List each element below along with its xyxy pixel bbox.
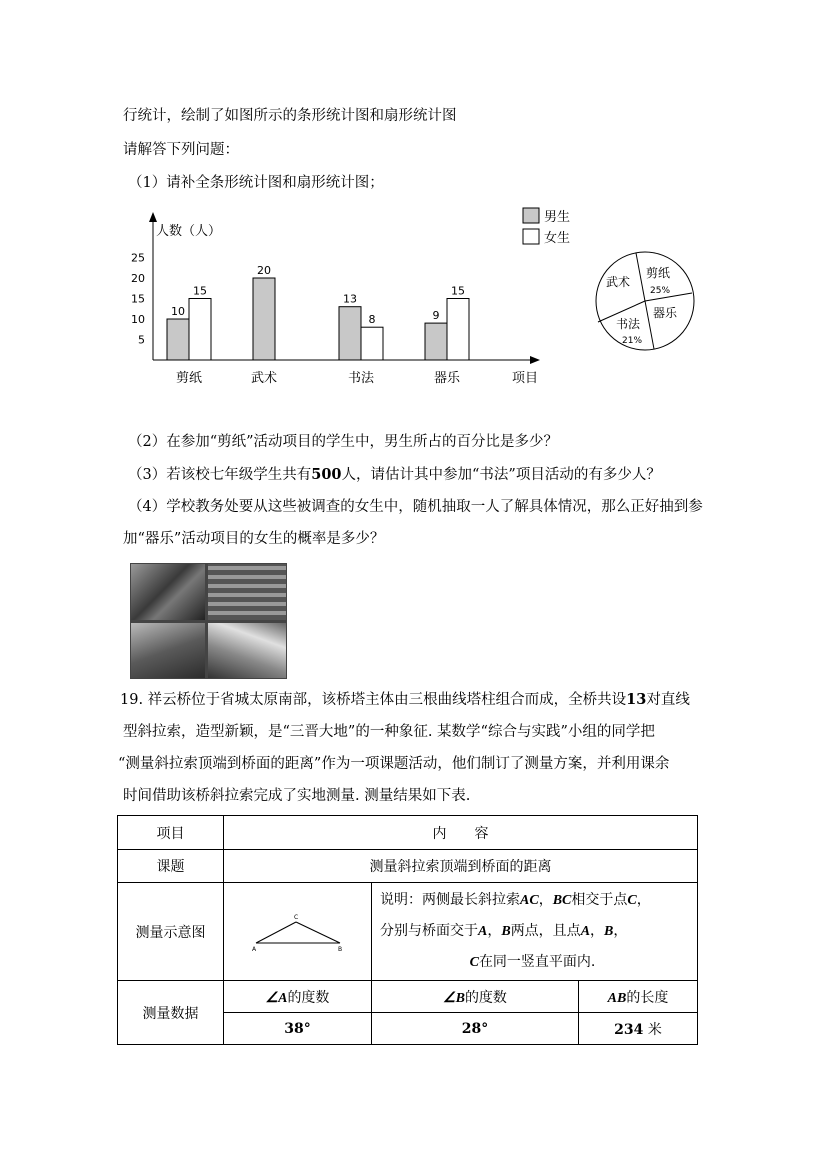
topic-label: 课题 [118,850,224,883]
legend-male-label: 男生 [544,210,571,225]
point-b-label: B [337,945,342,953]
desc-line-3: C在同一竖直平面内. [469,954,596,970]
legend-female-label: 女生 [544,231,571,246]
photo-panel-1 [131,564,205,620]
pie-pct-shufa: 21% [622,336,643,346]
data-label: 测量数据 [118,981,224,1045]
pie-label-jianzhi: 剪纸 [646,266,671,280]
col-length-ab: AB的长度 [579,981,698,1013]
photo-collage [130,563,287,679]
value-length-ab: 234 米 [579,1013,698,1045]
pie-label-wushu: 武术 [606,275,631,289]
bar-male-0 [167,319,189,360]
triangle-diagram [238,900,358,960]
y-tick-label: 25 [131,251,145,265]
question-4-line-2: 加“器乐”活动项目的女生的概率是多少？ [123,531,385,547]
q19-line-2: 型斜拉索，造型新颖，是“三晋大地”的一种象征. 某数学“综合与实践”小组的同学把 [123,724,655,740]
table-row [118,816,698,850]
bar-female-3 [447,299,469,361]
legend-female-swatch [523,229,539,244]
y-axis-arrow [149,212,157,222]
table-row [118,850,698,883]
value-angle-b: 28° [372,1013,579,1045]
point-a-label: A [251,945,256,953]
y-tick-label: 10 [131,313,145,326]
side-bc [296,922,340,943]
q19-line-3: “测量斜拉索顶端到桥面的距离”作为一项课题活动，他们制订了测量方案，并利用课余 [118,756,670,772]
bar-male-3 [425,323,447,360]
y-axis-label: 人数（人） [156,224,222,239]
pie-label-shufa: 书法 [616,317,641,331]
q3-number: 500 [311,466,342,483]
topic-value: 测量斜拉索顶端到桥面的距离 [224,850,698,883]
q19-number: 13 [626,691,647,708]
y-tick-label: 5 [138,333,145,347]
x-axis-label: 项目 [512,371,539,386]
bar-male-1 [253,278,275,360]
col-angle-a: ∠A的度数 [224,981,372,1013]
bar-label-male-3: 9 [432,309,440,323]
photo-panel-2 [208,564,286,620]
photo-panel-4 [208,623,286,678]
bar-chart [120,200,571,395]
bar-label-male-1: 20 [257,264,271,277]
q19-line-1: 19. 祥云桥位于省城太原南部，该桥塔主体由三根曲线塔柱组合而成，全桥共设13对直线 [120,691,690,708]
legend-male-swatch [523,208,539,223]
pie-label-qiyue: 器乐 [653,306,678,320]
header-item: 项目 [118,816,224,850]
x-category-label: 书法 [347,371,375,386]
x-category-label: 器乐 [433,371,461,386]
photo-panel-3 [131,623,205,678]
x-category-label: 剪纸 [175,371,203,386]
bar-label-female-2: 8 [368,313,376,327]
header-content: 内 容 [224,816,698,850]
col-angle-b: ∠B的度数 [372,981,579,1013]
table-row [118,883,698,981]
bar-label-female-0: 15 [193,284,207,298]
bar-label-male-2: 13 [343,292,357,306]
desc-line-1: 说明：两侧最长斜拉索AC，BC相交于点C， [380,892,651,908]
point-c-label: C [293,913,298,921]
q19-line-4: 时间借助该桥斜拉索完成了实地测量. 测量结果如下表. [123,788,471,804]
question-2: （2）在参加“剪纸”活动项目的学生中，男生所占的百分比是多少？ [128,434,559,450]
x-axis-arrow [530,356,540,364]
x-category-label: 武术 [250,371,278,386]
y-tick-label: 15 [131,292,145,306]
intro-line-2: 请解答下列问题： [123,142,239,158]
diagram-cell [224,883,372,981]
desc-line-2: 分别与桥面交于A，B两点，且点A，B， [380,923,628,939]
bar-male-2 [339,307,361,360]
question-3: （3）若该校七年级学生共有500人，请估计其中参加“书法”项目活动的有多少人？ [128,466,661,483]
pie-chart [590,250,700,355]
bar-female-0 [189,299,211,361]
table-row [118,981,698,1013]
pie-pct-jianzhi: 25% [650,286,671,296]
question-1: （1）请补全条形统计图和扇形统计图； [128,175,384,191]
side-ac [256,922,296,943]
value-angle-a: 38° [224,1013,372,1045]
y-tick-label: 20 [131,272,145,285]
diagram-label: 测量示意图 [118,883,224,981]
description-cell [372,883,698,981]
measurement-table [117,815,698,1045]
question-4-line-1: （4）学校教务处要从这些被调查的女生中，随机抽取一人了解具体情况，那么正好抽到参 [128,499,703,515]
bar-label-female-3: 15 [451,284,465,298]
intro-line-1: 行统计，绘制了如图所示的条形统计图和扇形统计图 [123,108,457,124]
bar-label-male-0: 10 [171,305,185,318]
bar-female-2 [361,327,383,360]
